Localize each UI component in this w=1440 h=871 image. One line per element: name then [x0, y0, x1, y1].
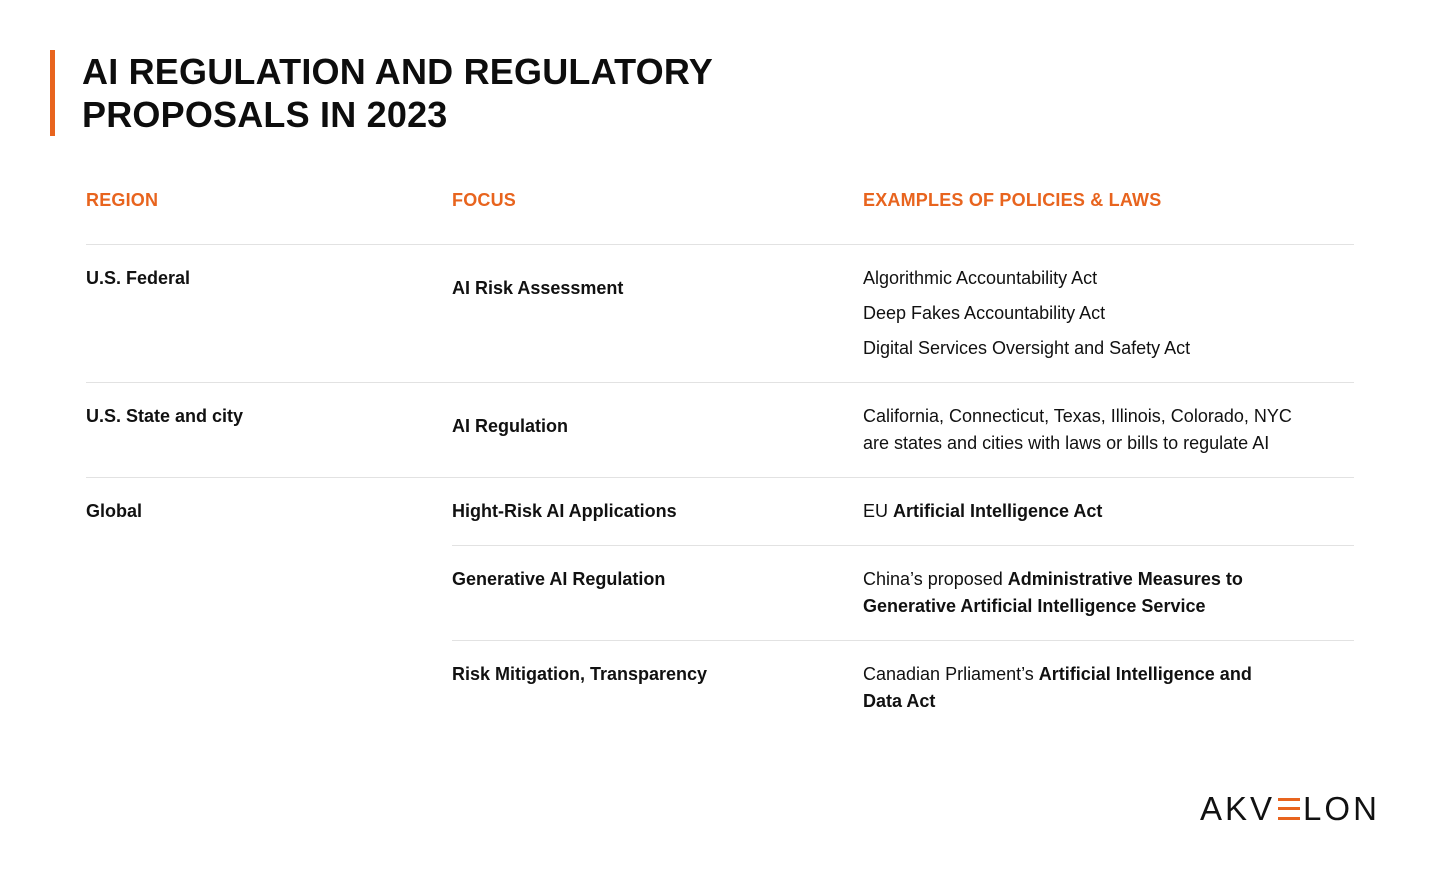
row-divider — [86, 477, 1354, 478]
page-title: AI REGULATION AND REGULATORY PROPOSALS IN 2023 — [82, 51, 713, 135]
example-line: California, Connecticut, Texas, Illinois, Colorado, NYC — [863, 406, 1292, 426]
example-eu-ai-act — [863, 498, 1323, 525]
akvelon-logo — [1200, 790, 1380, 828]
sub-row-divider — [452, 640, 1354, 641]
focus-high-risk-ai: Hight-Risk AI Applications — [452, 501, 677, 521]
example-prefix: Canadian Prliament’s — [863, 664, 1039, 684]
row-divider — [86, 244, 1354, 245]
focus-risk-mitigation: Risk Mitigation, Transparency — [452, 664, 708, 684]
example-prefix: China’s proposed — [863, 569, 1008, 589]
title-accent-bar — [50, 50, 55, 136]
examples-us-federal — [863, 261, 1190, 366]
row-divider — [86, 382, 1354, 383]
example-item: Algorithmic Accountability Act — [863, 268, 1098, 288]
region-us-state-city: U.S. State and city — [86, 406, 244, 426]
example-prefix: EU — [863, 501, 894, 521]
sub-row-divider — [452, 545, 1354, 546]
column-header-examples: EXAMPLES OF POLICIES & LAWS — [863, 190, 1162, 210]
focus-ai-regulation: AI Regulation — [452, 416, 568, 436]
examples-us-state-city — [863, 403, 1292, 457]
logo-text-left: AKV — [1200, 790, 1276, 827]
column-header-focus: FOCUS — [452, 190, 516, 210]
column-header-region: REGION — [86, 190, 159, 210]
focus-generative-ai: Generative AI Regulation — [452, 569, 666, 589]
region-us-federal: U.S. Federal — [86, 268, 191, 288]
example-law-name: Administrative Measures to Generative Artificial Intelligence Service — [863, 569, 1243, 616]
example-law-name: Artificial Intelligence and Data Act — [863, 664, 1252, 711]
focus-ai-risk-assessment: AI Risk Assessment — [452, 278, 624, 298]
example-line: are states and cities with laws or bills to regulate AI — [863, 433, 1270, 453]
region-global: Global — [86, 501, 143, 521]
example-china-measures — [863, 566, 1283, 620]
logo-e-mark-icon — [1278, 796, 1300, 822]
example-item: Digital Services Oversight and Safety Act — [863, 338, 1191, 358]
example-item: Deep Fakes Accountability Act — [863, 303, 1106, 323]
logo-text-right: LON — [1303, 790, 1380, 827]
example-canada-act — [863, 661, 1263, 715]
example-law-name: Artificial Intelligence Act — [893, 501, 1103, 521]
